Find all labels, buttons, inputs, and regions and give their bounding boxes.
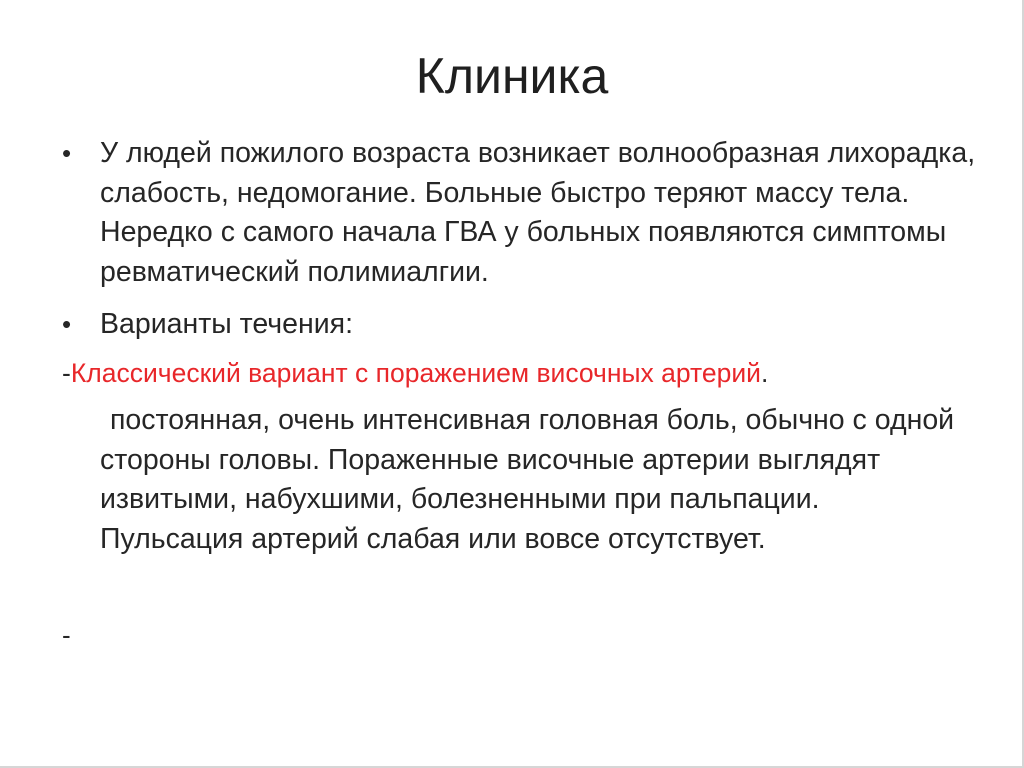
trailing-dash: -	[62, 620, 71, 650]
variant-dash: -	[62, 358, 71, 388]
variant-description-text: постоянная, очень интенсивная головная боль, обычно с одной стороны головы. Пораженные височные артерии выглядят извитыми, набухшими, болезненными при пальпации. Пульсация артерий слабая или вовсе отсутствует.	[100, 404, 955, 555]
bullet-item-symptoms	[62, 134, 982, 292]
variant-period: .	[760, 358, 769, 388]
bullet-item-variants	[62, 305, 982, 345]
variant-classic-heading: Классический вариант с поражением височных артерий	[70, 358, 761, 388]
bullet-text-variants: Варианты течения:	[100, 308, 354, 340]
bullet-marker: •	[62, 309, 72, 339]
bullet-text-symptoms: У людей пожилого возраста возникает волнообразная лихорадка, слабость, недомогание. Больные быстро теряют массу тела. Нередко с самого начала ГВА у больных появляются симптомы ревматический полимиалгии.	[100, 137, 976, 288]
slide-title: Клиника	[415, 48, 609, 104]
variant-description	[100, 401, 960, 559]
variant-classic-line	[62, 354, 982, 392]
bullet-marker: •	[62, 138, 72, 168]
